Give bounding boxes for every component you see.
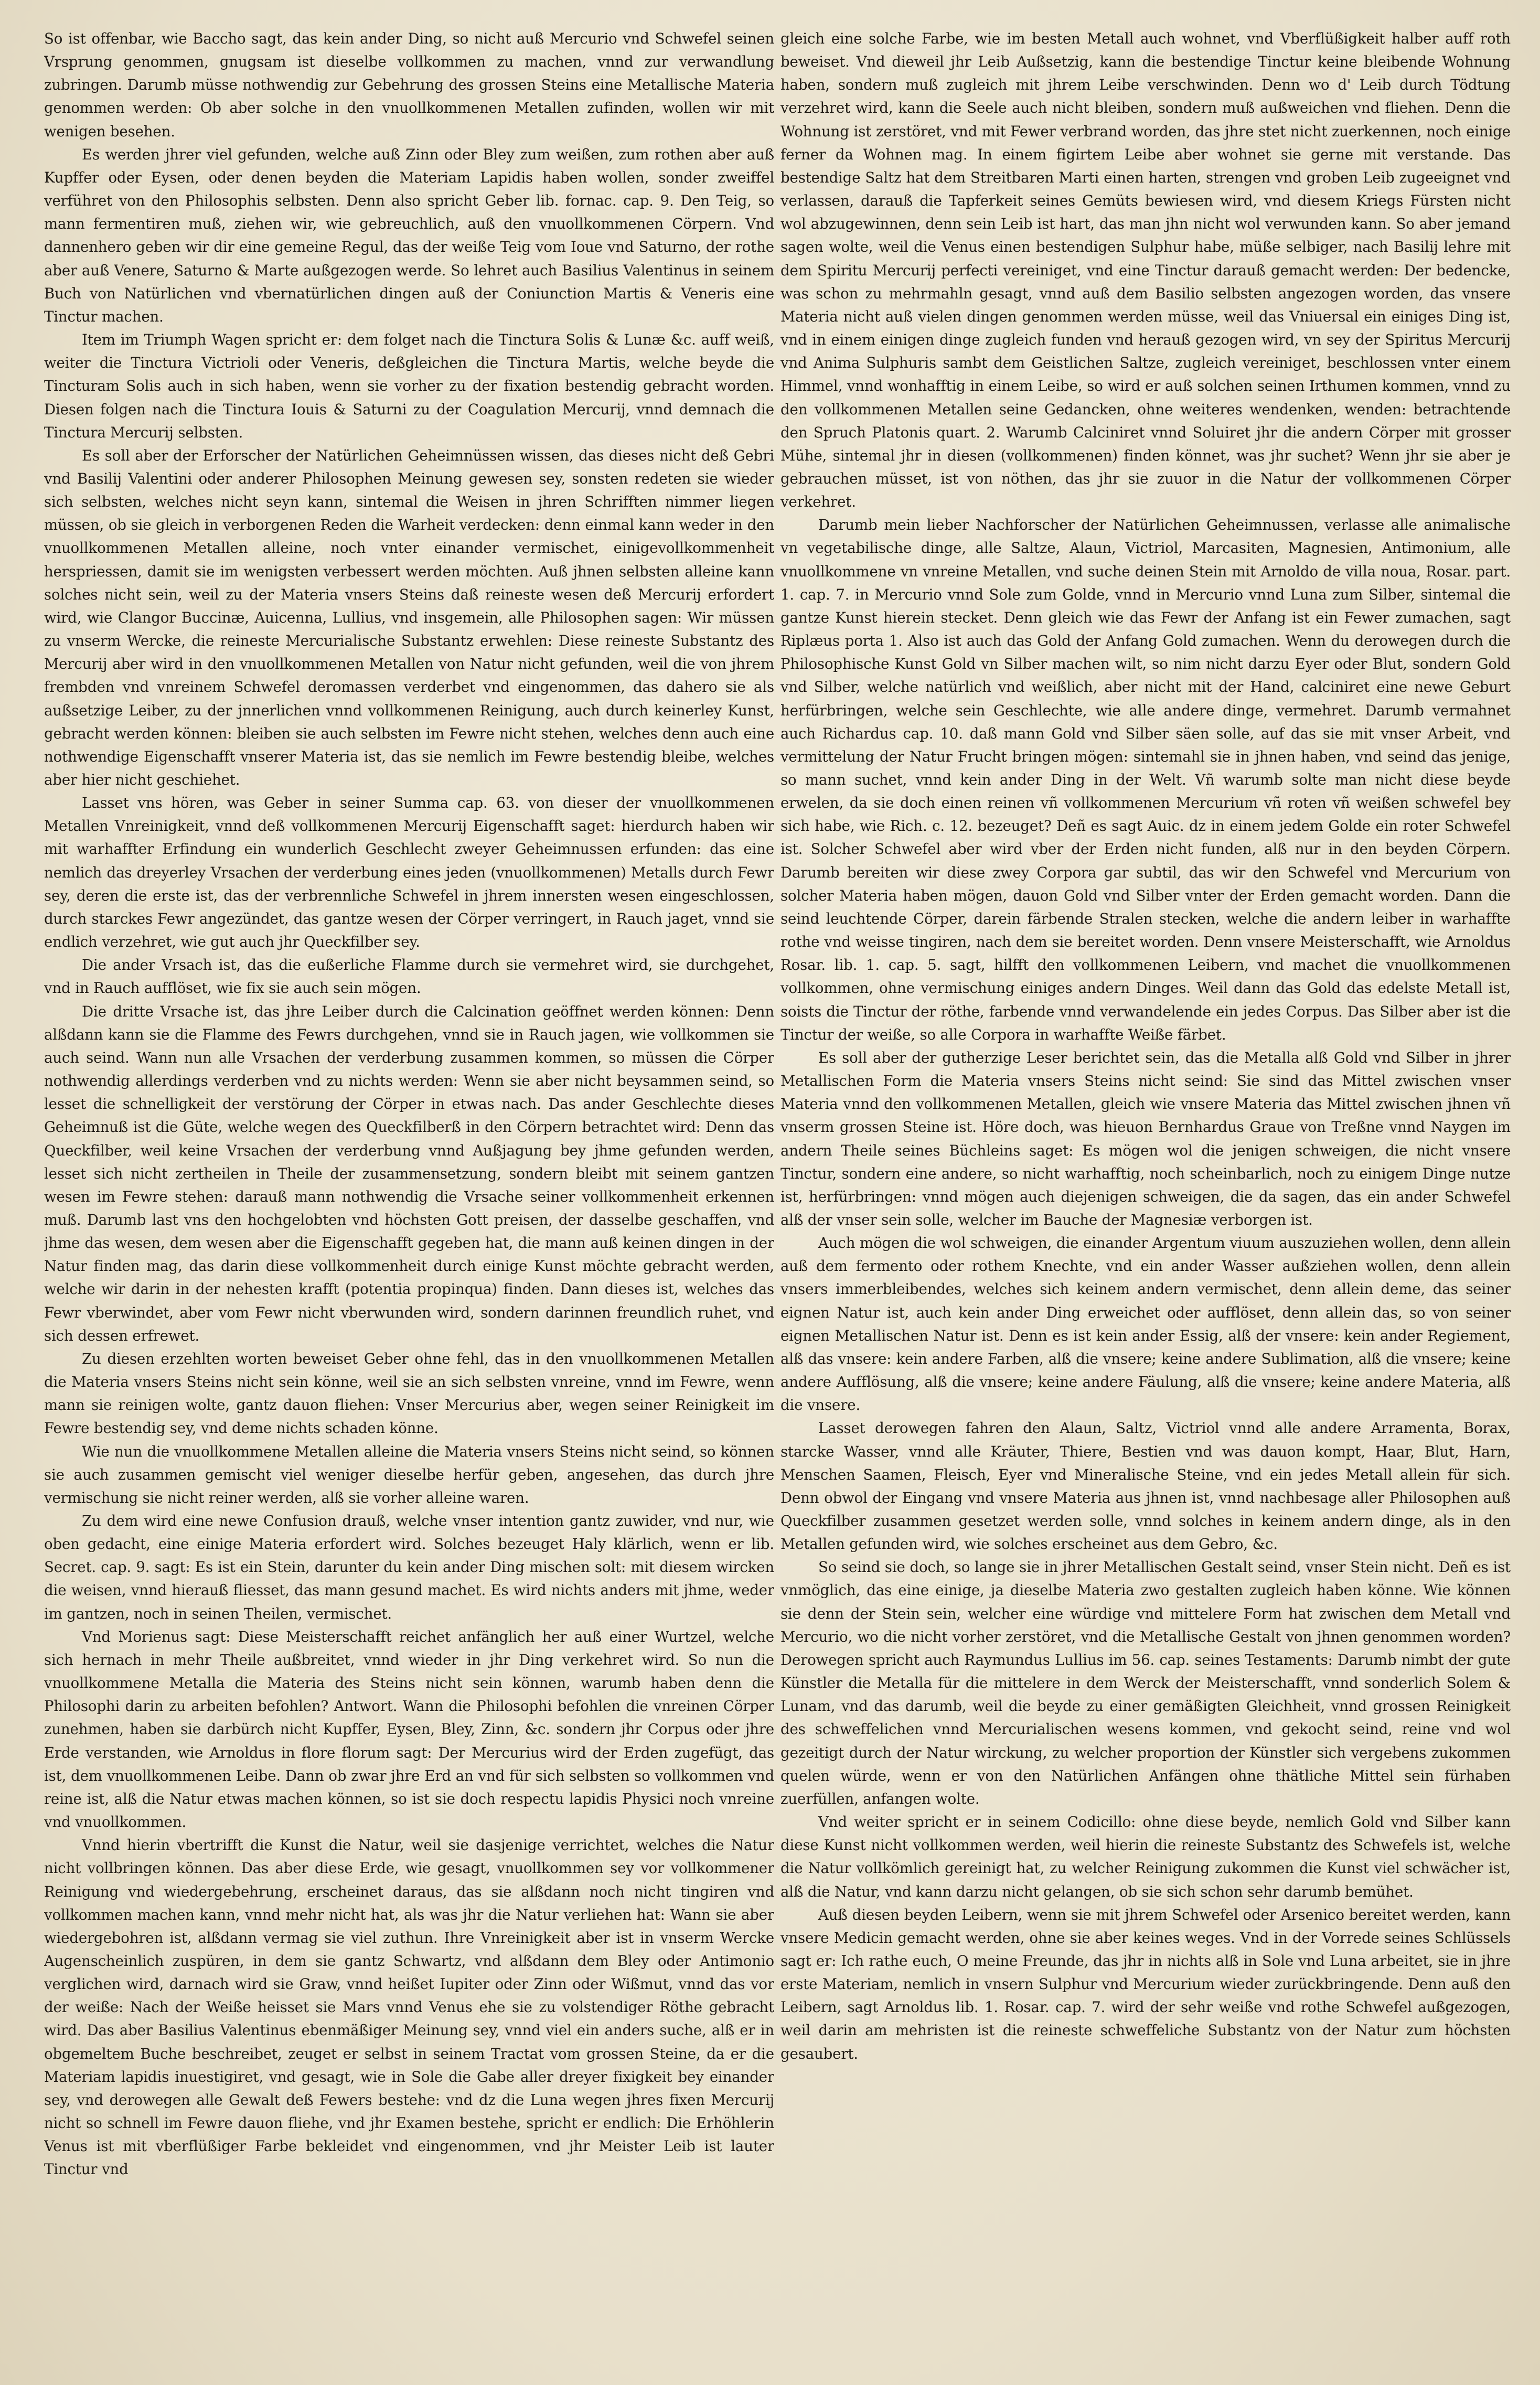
paragraph: Vnd Morienus sagt: Diese Meisterschafft reichet anfänglich her auß einer Wurtzel, welche sich hernach in mehr Theile außbreitet, vnnd wieder in jhr Ding verkehret wird. So nun die vnuollkommene Metalla die Materia des Steins nicht sein können, warumb haben denn die Philosophi darin zu arbeiten befohlen? Antwort. Wann die Philosophi befohlen die vnreinen Cörper zunehmen, haben sie darbürch nicht Kupffer, Eysen, Bley, Zinn, &c. sondern jhr Corpus oder jhre Erde verstanden, wie Arnoldus in flore florum sagt: Der Mercurius wird der Erden zugefügt, das ist, dem vnuollkommenen Leibe. Dann ob zwar jhre Erd an vnd für sich selbsten so vollkommen vnd reine ist, alß die Natur etwas machen können, so ist sie doch respectu lapidis Physici noch vnreine vnd vnuollkommen. (44, 1628, 774, 1831)
paragraph: Zu dem wird eine newe Confusion drauß, welche vnser intention gantz zuwider, vnd nur, wie oben gedacht, eine einige Materia erfordert wird. Solches bezeuget Haly klärlich, wenn er lib. Secret. cap. 9. sagt: Es ist ein Stein, darunter du kein ander Ding mischen solt: mit diesem wircken die weisen, vnnd hierauß fliesset, das mann gesund machet. Es wird nichts anders mit jhme, weder im gantzen, noch in seinen Theilen, vermischet. (44, 1512, 774, 1622)
paragraph: Lasset derowegen fahren den Alaun, Saltz, Victriol vnnd alle andere Arramenta, Borax, starcke Wasser, vnnd alle Kräuter, Thiere, Bestien vnd was dauon kompt, Haar, Blut, Harn, Menschen Saamen, Fleisch, Eyer vnd Mineralische Steine, vnd ein jedes Metall allein für sich. Denn obwol der Eingang vnd vnsere Materia aus jhnen ist, vnnd nachbesage aller Philosophen auß Queckfilber zusammen gesetzet werden solle, vnnd solches in keinem andern dinge, als in den Metallen gefunden wird, wie solches erscheinet aus dem Gebro, &c. (780, 1419, 1511, 1553)
paragraph: Vnnd hierin vbertrifft die Kunst die Natur, weil sie dasjenige verrichtet, welches die Natur nicht vollbringen können. Das aber diese Erde, wie gesagt, vnuollkommen sey vor vollkommener Reinigung vnd wiedergebehrung, erscheinet daraus, das sie alßdann noch nicht tingiren vnd vollkommen machen kann, vnnd mehr nicht hat, als was jhr die Natur verliehen hat: Wann sie aber wiedergebohren ist, alßdann vermag sie viel zuthun. Ihre Vnreinigkeit aber ist in vnserm Wercke Augenscheinlich zuspüren, in dem sie gantz Schwartz, vnd alßdann dem Bley oder Antimonio verglichen wird, darnach wird sie Graw, vnnd heißet Iupiter oder Zinn oder Wißmut, vnnd das vor der weiße: Nach der Weiße heisset sie Mars vnnd Venus ehe sie zu volstendiger Röthe gebracht wird. Das aber Basilius Valentinus ebenmäßiger Meinung sey, vnnd viel ein anders suche, alß er in obgemeltem Buche beschreibet, zeuget er selbst in seinem Tractat vom grossen Steine, da er die Materiam lapidis inuestigiret, vnd gesagt, wie in Sole die Gabe aller dreyer fixigkeit bey einander sey, vnd derowegen alle Gewalt deß Fewers bestehe: vnd dz die Luna wegen jhres fixen Mercurij nicht so schnell im Fewre dauon fliehe, vnd jhr Examen bestehe, spricht er endlich: Die Erhöhlerin Venus ist mit vberflüßiger Farbe bekleidet vnd eingenommen, vnd jhr Meister Leib ist lauter Tinctur vnd (44, 1836, 774, 2178)
right-text-column (780, 27, 1511, 2372)
paragraph: Vnd weiter spricht er in seinem Codicillo: ohne diese beyde, nemlich Gold vnd Silber kann diese Kunst nicht vollkommen werden, weil hierin die reineste Substantz des Schwefels ist, welche die Natur vollkömlich gereinigt hat, zu welcher Reinigung zukommen die Kunst viel schwächer ist, alß die Natur, vnd kann darzu nicht gelangen, ob sie sich schon sehr darumb bemühet. (780, 1813, 1511, 1900)
paragraph: Wie nun die vnuollkommene Metallen alleine die Materia vnsers Steins nicht seind, so können sie auch zusammen gemischt viel weniger dieselbe herfür geben, angesehen, das durch jhre vermischung sie nicht reiner werden, alß sie vorher alleine waren. (44, 1442, 774, 1506)
paragraph: Lasset vns hören, was Geber in seiner Summa cap. 63. von dieser der vnuollkommenen Metallen Vnreinigkeit, vnnd deß vollkommenen Mercurij Eigenschafft saget: hierdurch haben wir mit warhaffter Erfindung ein wunderlich Geschlecht zweyer Geheimnussen erfunden: das eine nemlich das dreyerley Vrsachen der verderbung eines jeden (vnuollkommenen) Metalls durch Fewr sey, deren die erste ist, das der verbrennliche Schwefel in jhrem innersten wesen eingeschlossen, durch starckes Fewr angezündet, das gantze wesen der Cörper verringert, in Rauch jaget, vnnd sie endlich verzehret, wie gut auch jhr Queckfilber sey. (44, 794, 774, 951)
paragraph: Es soll aber der Erforscher der Natürlichen Geheimnüssen wissen, das dieses nicht deß Gebri vnd Basilij Valentini oder anderer Philosophen Meinung gewesen sey, sonsten redeten sie wieder sich selbsten, welches nicht seyn kann, sintemal die Weisen in jhren Schrifften nimmer liegen müssen, ob sie gleich in verborgenen Reden die Warheit verdecken: denn einmal kann weder in den vnuollkommenen Metallen alleine, noch vnter einander vermischet, einigevollkommenheit herspriessen, damit sie im wenigsten verbessert werden möchten. Auß jhnen selbsten alleine kann solches nicht sein, weil zu der Materia vnsers Steins daß reineste wesen deß Mercurij erfordert wird, wie Clangor Buccinæ, Auicenna, Lullius, vnd insgemein, alle Philosophen sagen: Wir müssen zu vnserm Wercke, die reineste Mercurialische Substantz erwehlen: Diese reineste Substantz des Mercurij aber wird in den vnuollkommenen Metallen von Natur nicht gefunden, weil die von jhrem frembden vnd vnreinem Schwefel deromassen verderbet vnd eingenommen, das dahero sie als außsetzige Leiber, zu der jnnerlichen vnnd vollkommenen Reinigung, auch durch keinerley Kunst, gebracht werden können: bleiben sie auch selbsten im Fewre nicht stehen, welches denn auch eine nothwendige Eigenschafft vnserer Materia ist, das sie nemlich im Fewre bestendig bleibe, welches aber hier nicht geschiehet. (44, 446, 774, 788)
paragraph: Auß diesen beyden Leibern, wenn sie mit jhrem Schwefel oder Arsenico bereitet werden, kann vnsere Medicin gemacht werden, ohne sie aber keines weges. Vnd in der Vorrede seines Schlüssels sagt er: Ich rathe euch, O meine Freunde, das jhr in nichts alß in Sole vnd Luna arbeitet, sie in jhre erste Materiam, nemlich in vnsern Sulphur vnd Mercurium wieder zurückbringende. Denn auß den Leibern, sagt Arnoldus lib. 1. Rosar. cap. 7. wird der sehr weiße vnd rothe Schwefel außgezogen, weil darin am mehristen ist die reineste schweffeliche Substantz von der Natur zum höchsten gesaubert. (780, 1906, 1511, 2062)
paragraph: Item im Triumph Wagen spricht er: dem folget nach die Tinctura Solis & Lunæ &c. auff weiß, weiter die Tinctura Victrioli oder Veneris, deßgleichen die Tinctura Martis, welche beyde die Tincturam Solis auch in sich haben, wenn sie vorher zu der fixation bestendig gebracht worden. Diesen folgen nach die Tinctura Iouis & Saturni zu der Coagulation Mercurij, vnnd demnach die Tinctura Mercurij selbsten. (44, 331, 774, 441)
paragraph: Darumb mein lieber Nachforscher der Natürlichen Geheimnussen, verlasse alle animalische vn vegetabilische dinge, alle Saltze, Alaun, Victriol, Marcasiten, Magnesien, Antimonium, alle vnuollkommene vn vnreine Metallen, vnd suche deinen Stein mit Arnoldo de villa noua, Rosar. part. 1. cap. 7. in Mercurio vnnd Sole zum Golde, vnnd in Mercurio vnnd Luna zum Silber, sintemal die gantze Kunst hierein stecket. Denn gleich wie das Fewr der Anfang ist ein Fewer zumachen, sagt Riplæus porta 1. Also ist auch das Gold der Anfang Gold zumachen. Wenn du derowegen durch die Philosophische Kunst Gold vn Silber machen wilt, so nim nicht darzu Eyer oder Blut, sondern Gold vnd Silber, welche natürlich vnd weißlich, aber nicht mit der Hand, calciniret eine newe Geburt herfürbringen, welche sein Geschlechte, wie alle andere dinge, vermehret. Darumb vermahnet auch Richardus cap. 10. daß mann Gold vnd Silber säen solle, auf das sie mit vnser Arbeit, vnd vermittelung der Natur Frucht bringen mögen: sintemahl sie in jhnen haben, vnd seind das jenige, so mann suchet, vnnd kein ander Ding in der Welt. Vñ warumb solte man nicht diese beyde erwelen, da sie doch einen reinen vñ vollkommenen Mercurium vñ roten vñ weißen schwefel bey sich habe, wie Rich. c. 12. bezeuget? Deñ es sagt Auic. dz in einem jedem Golde ein roter Schwefel ist. Solcher Schwefel aber wird vber der Erden nicht funden, alß nur in den beyden Cörpern. Darumb bereiten wir diese zwey Corpora gar subtil, das wir den Schwefel vnd Mercurium von solcher Materia haben mögen, dauon Gold vnd Silber vnter der Erden gemacht worden. Dann die seind leuchtende Cörper, darein färbende Stralen stecken, welche die andern leiber in warhaffte rothe vnd weisse tingiren, nach dem sie bereitet worden. Denn vnsere Meisterschafft, wie Arnoldus Rosar. lib. 1. cap. 5. sagt, hilfft den vollkommenen Leibern, vnd machet die vnuollkommenen vollkommen, ohne vermischung einiges andern Dinges. Weil dann das Gold das edelste Metall ist, soists die Tinctur der röthe, farbende vnnd verwandelende ein jedes Corpus. Das Silber aber ist die Tinctur der weiße, so alle Corpora in warhaffte Weiße färbet. (780, 516, 1511, 1043)
paragraph: Zu diesen erzehlten worten beweiset Geber ohne fehl, das in den vnuollkommenen Metallen die Materia vnsers Steins nicht sein könne, weil sie an sich selbsten vnreine, vnnd im Fewre, wenn mann sie reinigen wolte, gantz dauon fliehen: Vnser Mercurius aber, wegen seiner Reinigkeit im Fewre bestendig sey, vnd deme nichts schaden könne. (44, 1350, 774, 1437)
paragraph: So seind sie doch, so lange sie in jhrer Metallischen Gestalt seind, vnser Stein nicht. Deñ es ist vnmöglich, das eine einige, ja dieselbe Materia zwo gestalten zugleich haben könne. Wie können sie denn der Stein sein, welcher eine würdige vnd mittelere Form hat zwischen dem Metall vnd Mercurio, wo die nicht vorher zerstöret, vnd die Metallische Gestalt von jhnen genommen worden? Derowegen spricht auch Raymundus Lullius im 56. cap. seines Testaments: Darumb nimbt der gute Künstler die Metalla für die mittelere in dem Werck der Meisterschafft, vnnd sonderlich Solem & Lunam, vnd das darumb, weil die beyde zu einer gemäßigten Gleichheit, vnnd grossen Reinigkeit des schweffelichen vnnd Mercurialischen wesens kommen, vnd gekocht seind, reine vnd wol gezeitigt durch der Natur wirckung, zu welcher proportion der Künstler sich vergebens zukommen quelen würde, wenn er von den Natürlichen Anfängen ohne thätliche Mittel sein fürhaben zuerfüllen, anfangen wolte. (780, 1558, 1511, 1808)
paragraph: gleich eine solche Farbe, wie im besten Metall auch wohnet, vnd Vberflüßigkeit halber auff roth beweiset. Vnd dieweil jhr Leib Außsetzig, kann die bestendige Tinctur keine bleibende Wohnung haben, sondern muß zugleich mit jhrem Leibe verschwinden. Denn wo d' Leib durch Tödtung verzehret wird, kann die Seele auch nicht bleiben, sondern muß außweichen vnd fliehen. Denn die Wohnung ist zerstöret, vnd mit Fewer verbrand worden, das jhre stet nicht zuerkennen, noch einige ferner da Wohnen mag. In einem figirtem Leibe aber wohnet sie gerne mit verstande. Das bestendige Saltz hat dem Streitbaren Marti einen harten, strengen vnd groben Leib zugeeignet vnd verlassen, darauß die Tapferkeit seines Gemüts bewiesen wird, vnd diesem Kriegs Fürsten nicht wol abzugewinnen, denn sein Leib ist hart, das man jhn nicht wol verwunden kann. So aber jemand sagen wolte, weil die Venus einen bestendigen Sulphur habe, müße selbiger, nach Basilij lehre mit dem Spiritu Mercurij perfecti vereiniget, vnd eine Tinctur darauß gemacht werden: Der bedencke, was schon zu mehrmahln gesagt, vnnd auß dem Basilio selbsten angezogen worden, das vnsere Materia nicht auß vielen dingen genommen werden müsse, weil das Vniuersal ein einiges Ding ist, vnd in einem einigen dinge zugleich funden vnd herauß gezogen wird, vn sey der Spiritus Mercurij vnd Anima Sulphuris sambt dem Geistlichen Saltze, zugleich vereiniget, beschlossen vnter einem Himmel, vnnd wonhafftig in einem Leibe, so wird er auß solchen seinen Irthumen kommen, vnnd zu den vollkommenen Metallen seine Gedancken, ohne weiteres wendenken, wenden: betrachtende den Spruch Platonis quart. 2. Warumb Calciniret vnnd Soluiret jhr die andern Cörper mit grosser Mühe, sintemal jhr in diesen (vollkommenen) finden könnet, was jhr suchet? Wenn jhr sie aber je gebrauchen müsset, ist von nöthen, das jhr sie zuuor in die Natur der vollkommenen Cörper verkehret. (780, 30, 1511, 511)
paragraph: Es werden jhrer viel gefunden, welche auß Zinn oder Bley zum weißen, zum rothen aber auß Kupffer oder Eysen, oder denen beyden die Materiam Lapidis haben wollen, sonder zweiffel verführet von den Philosophis selbsten. Denn also spricht Geber lib. fornac. cap. 9. Den Teig, so mann fermentiren muß, ziehen wir, wie gebreuchlich, auß den vnuollkommenen Cörpern. Vnd dannenhero geben wir dir eine gemeine Regul, das der weiße Teig vom Ioue vnd Saturno, der rothe aber auß Venere, Saturno & Marte außgezogen werde. So lehret auch Basilius Valentinus in seinem Buch von Natürlichen vnd vbernatürlichen dingen auß der Coniunction Martis & Veneris eine Tinctur machen. (44, 145, 774, 325)
paragraph: So ist offenbar, wie Baccho sagt, das kein ander Ding, so nicht auß Mercurio vnd Schwefel seinen Vrsprung genommen, gnugsam ist dieselbe vollkommen zu machen, vnnd zur verwandlung zubringen. Darumb müsse nothwendig zur Gebehrung des grossen Steins eine Metallische Materia genommen werden: Ob aber solche in den vnuollkommenen Metallen zufinden, wollen wir mit wenigen besehen. (44, 30, 774, 140)
left-text-column (44, 27, 774, 2372)
paragraph: Die ander Vrsach ist, das die eußerliche Flamme durch sie vermehret wird, sie durchgehet, vnd in Rauch aufflöset, wie fix sie auch sein mögen. (44, 956, 774, 997)
paragraph: Es soll aber der gutherzige Leser berichtet sein, das die Metalla alß Gold vnd Silber in jhrer Metallischen Form die Materia vnsers Steins nicht seind: Sie sind das Mittel zwischen vnser Materia vnnd den vollkommenen Metallen, gleich wie vnsere Materia das Mittel zwischen jhnen vñ vnserm grossen Steine ist. Höre doch, was hieuon Bernhardus Graue von Treßne vnnd Naygen im andern Theile seines Büchleins saget: Es mögen wol die jenigen schweigen, die nicht vnsere Tinctur, sondern eine andere, so nicht warhafftig, noch scheinbarlich, noch zu einigem Dinge nutze ist, herfürbringen: vnnd mögen auch diejenigen schweigen, die da sagen, das ein ander Schwefel alß der vnser sein solle, welcher im Bauche der Magnesiæ verborgen ist. (780, 1049, 1511, 1228)
paragraph: Die dritte Vrsache ist, das jhre Leiber durch die Calcination geöffnet werden können: Denn alßdann kann sie die Flamme des Fewrs durchgehen, vnnd sie in Rauch jagen, wie vollkommen sie auch seind. Wann nun alle Vrsachen der verderbung zusammen kommen, so müssen die Cörper nothwendig allerdings verderben vnd zu nichts werden: Wenn sie aber nicht beysammen seind, so lesset die schnelligkeit der verstörung der Cörper in etwas nach. Das ander Geschlechte dieses Geheimnuß ist die Güte, welche wegen des Queckfilberß in den Cörpern betrachtet wird: Denn das Queckfilber, weil keine Vrsachen der verderbung vnnd Außjagung bey jhme gefunden werden, lesset sich nicht zertheilen in Theile der zusammensetzung, sondern bleibt mit seinem gantzen wesen im Fewre stehen: darauß mann nothwendig die Vrsache seiner vollkommenheit erkennen muß. Darumb last vns den hochgelobten vnd höchsten Gott preisen, der dasselbe geschaffen, vnd jhme das wesen, dem wesen aber die Eigenschafft gegeben hat, die mann auß keinen dingen in der Natur finden mag, das darin diese vollkommenheit durch einige Kunst möchte gebracht werden, welche wir darin in der nehesten krafft (potentia propinqua) finden. Dann dieses ist, welches das Fewr vberwindet, aber vom Fewr nicht vberwunden wird, sondern darinnen freundlich ruhet, vnd sich dessen erfrewet. (44, 1002, 774, 1344)
paragraph: Auch mögen die wol schweigen, die einander Argentum viuum auszuziehen wollen, denn allein auß dem fermento oder rothem Knechte, vnd ein ander Wasser außziehen wollen, denn allein vnsers immerbleibendes, welches sich keinem andern vermischet, denn allein deme, das seiner eignen Natur ist, auch kein ander Ding erweichet oder aufflöset, denn allein das, so von seiner eignen Metallischen Natur ist. Denn es ist kein ander Essig, alß der vnsere: kein ander Regiement, alß das vnsere: kein andere Farben, alß die vnsere; keine andere Sublimation, alß die vnsere; keine andere Aufflösung, alß die vnsere; keine andere Fäulung, alß die vnsere; keine andere Materia, alß die vnsere. (780, 1234, 1511, 1414)
